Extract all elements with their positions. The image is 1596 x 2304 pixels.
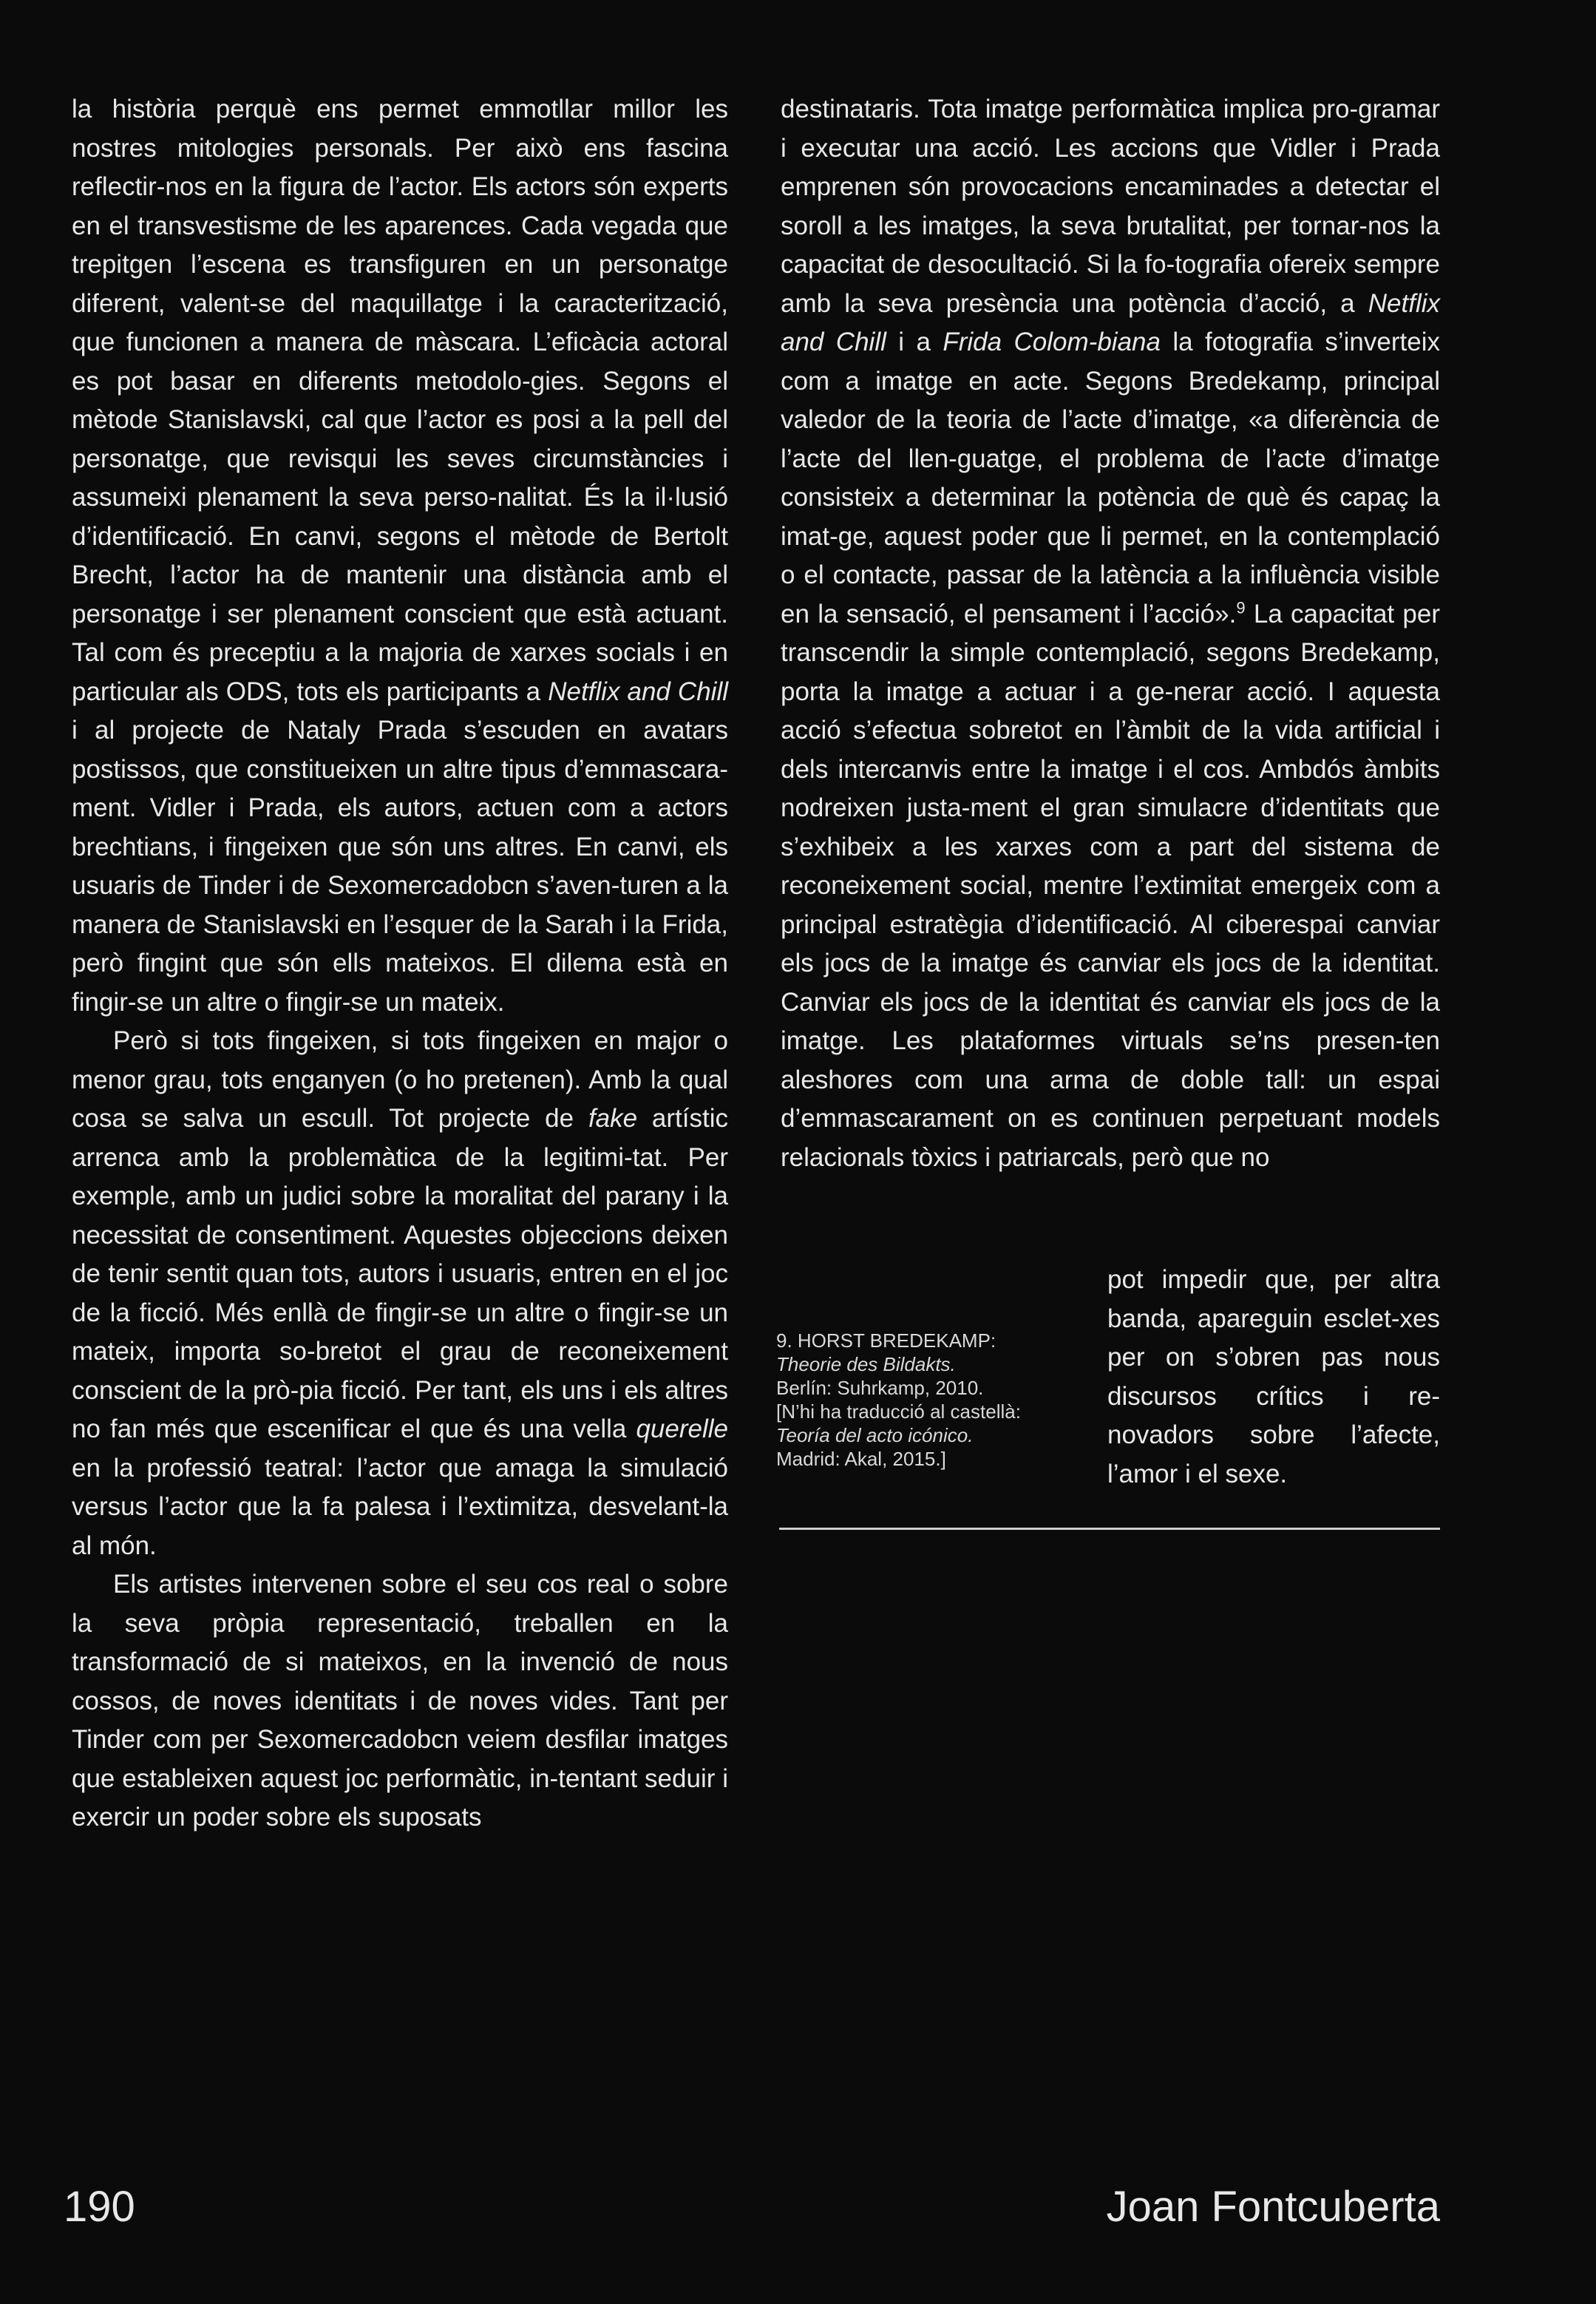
paragraph: Però si tots fingeixen, si tots fingeixen en major o menor grau, tots enganyen (o ho pretenen). Amb la qual cosa se salva un escull. Tot projecte de fake artístic arrenca amb la problemàtica de la legitimi-tat. Per exemple, amb un judici sobre la moralitat del parany i la necessitat de consentiment. Aquestes objeccions deixen de tenir sentit quan tots, autors i usuaris, entren en el joc de la ficció. Més enllà de fingir-se un altre o fingir-se un mateix, importa so-bretot el grau de reconeixement conscient de la prò-pia ficció. Per tant, els uns i els altres no fan més que escenificar el que és una vella querelle en la professió teatral: l’actor que amaga la simulació versus l’actor que la fa palesa i l’extimitza, desvelant-la al món. [72,1026,728,1560]
paragraph: la història perquè ens permet emmotllar millor les nostres mitologies personals. Per això ens fascina reflectir-nos en la figura de l’actor. Els actors són experts en el transvestisme de les aparences. Cada vegada que trepitgen l’escena es transfiguren en un personatge diferent, valent-se del maquillatge i la caracterització, que funcionen a manera de màscara. L’eficàcia actoral es pot basar en diferents metodolo-gies. Segons el mètode Stanislavski, cal que l’actor es posi a la pell del personatge, que revisqui les seves circumstàncies i assumeixi plenament la seva perso-nalitat. És la il·lusió d’identificació. En canvi, segons el mètode de Bertolt Brecht, l’actor ha de mantenir una distància amb el personatge i ser plenament conscient que està actuant. Tal com és preceptiu a la majoria de xarxes socials i en particular als ODS, tots els participants a Netflix and Chill i al projecte de Nataly Prada s’escuden en avatars postissos, que constitueixen un altre tipus d’emmascara-ment. Vidler i Prada, els autors, actuen com a actors brechtians, i fingeixen que són uns altres. En canvi, els usuaris de Tinder i de Sexomercadobcn s’aven-turen a la manera de Stanislavski en l’esquer de la Sarah i la Frida, però fingint que són ells mateixos. El dilema està en fingir-se un altre o fingir-se un mateix. [72,95,729,1017]
footnote-line: [N’hi ha traducció al castellà: [776,1400,1021,1423]
paragraph: Els artistes intervenen sobre el seu cos real o sobre la seva pròpia representació, treballen en la transformació de si mateixos, en la invenció de nous cossos, de noves identitats i de noves vides. Tant per Tinder com per Sexomercadobcn veiem desfilar imatges que estableixen aquest joc performàtic, in-tentant seduir i exercir un poder sobre els suposats [72,1570,728,1832]
page-number: 190 [64,2183,135,2231]
right-column [781,90,1440,1177]
footnote [776,1329,1087,1471]
paragraph: pot impedir que, per altra banda, apareguin esclet-xes per on s’obren pas nous discursos crítics i re-novadors sobre l’afecte, l’amor i el sexe. [1107,1265,1440,1488]
footnote-line: Berlín: Suhrkamp, 2010. [776,1377,984,1399]
right-column-continuation [1107,1261,1440,1494]
footnote-line: 9. HORST BREDEKAMP: [776,1329,996,1352]
paragraph: destinataris. Tota imatge performàtica implica pro-gramar i executar una acció. Les accions que Vidler i Prada emprenen són provocacions encaminades a detectar el soroll a les imatges, la seva brutalitat, per tornar-nos la capacitat de desocultació. Si la fo-tografia ofereix sempre amb la seva presència una potència d’acció, a Netflix and Chill i a Frida Colom-biana la fotografia s’inverteix com a imatge en acte. Segons Bredekamp, principal valedor de la teoria de l’acte d’imatge, «a diferència de l’acte del llen-guatge, el problema de l’acte d’imatge consisteix a determinar la potència de què és capaç la imat-ge, aquest poder que li permet, en la contemplació o el contacte, passar de la latència a la influència visible en la sensació, el pensament i l’acció».$^9$ La capacitat per transcendir la simple contemplació, segons Bredekamp, porta la imatge a actuar i a ge-nerar acció. I aquesta acció s’efectua sobretot en l’àmbit de la vida artificial i dels intercanvis entre la imatge i el cos. Ambdós àmbits nodreixen justa-ment el gran simulacre d’identitats que s’exhibeix a les xarxes com a part del sistema de reconeixement social, mentre l’extimitat emergeix com a principal estratègia d’identificació. Al ciberespai canviar els jocs de la imatge és canviar els jocs de la identitat. Canviar els jocs de la identitat és canviar els jocs de la imatge. Les plataformes virtuals se’ns presen-ten aleshores com una arma de doble tall: un espai d’emmascarament on es continuen perpetuant models relacionals tòxics i patriarcals, però que no [781,95,1441,1172]
footnote-line: Teoría del acto icónico. [776,1424,974,1446]
footnote-divider [779,1528,1440,1530]
footnote-line: Madrid: Akal, 2015.] [776,1448,946,1470]
footnote-line: Theorie des Bildakts. [776,1353,956,1375]
running-footer-author: Joan Fontcuberta [1106,2183,1440,2231]
left-column [72,90,728,1837]
